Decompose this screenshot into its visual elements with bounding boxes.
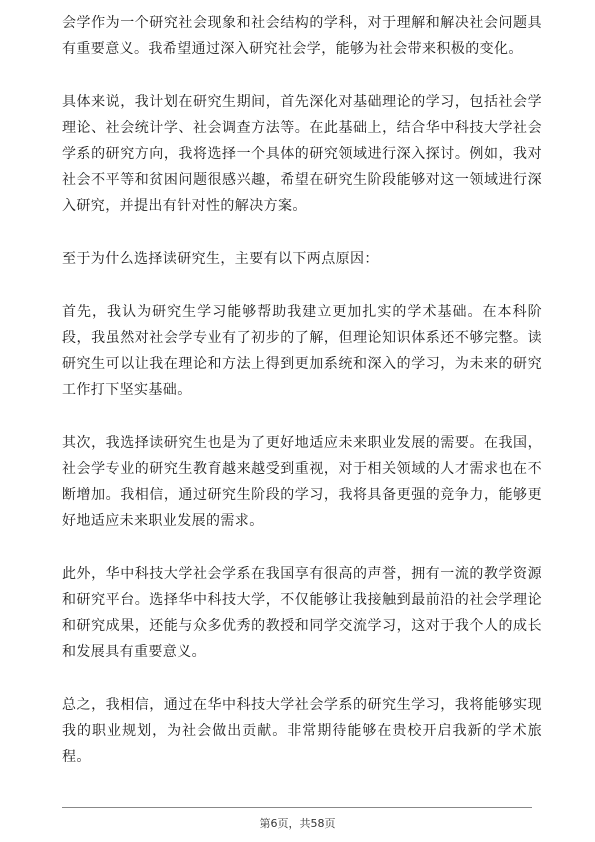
- paragraph-3: 至于为什么选择读研究生，主要有以下两点原因：: [62, 251, 379, 267]
- paragraph-4: 首先，我认为研究生学习能够帮助我建立更加扎实的学术基础。在本科阶段，我虽然对社会学专业有了初步的了解，但理论知识体系还不够完整。读研究生可以让我在理论和方法上得到更加系统和深入的学习，为未来的研究工作打下坚实基础。: [62, 304, 542, 398]
- page-number: 第6页，共58页: [259, 817, 336, 830]
- paragraph-7: 总之，我相信，通过在华中科技大学社会学系的研究生学习，我将能够实现我的职业规划，为社会做出贡献。非常期待能够在贵校开启我新的学术旅程。: [62, 697, 542, 765]
- paragraph-2: 具体来说，我计划在研究生期间，首先深化对基础理论的学习，包括社会学理论、社会统计学、社会调查方法等。在此基础上，结合华中科技大学社会学系的研究方向，我将选择一个具体的研究领域进行深入探讨。例如，我对社会不平等和贫困问题很感兴趣，希望在研究生阶段能够对这一领域进行深入研究，并提出有针对性的解决方案。: [62, 94, 542, 214]
- paragraph-6: 此外，华中科技大学社会学系在我国享有很高的声誉，拥有一流的教学资源和研究平台。选择华中科技大学，不仅能够让我接触到最前沿的社会学理论和研究成果，还能与众多优秀的教授和同学交流学习，这对于我个人的成长和发展具有重要意义。: [62, 566, 542, 660]
- footer-divider: [62, 807, 532, 808]
- paragraph-5: 其次，我选择读研究生也是为了更好地适应未来职业发展的需要。在我国，社会学专业的研究生教育越来越受到重视，对于相关领域的人才需求也在不断增加。我相信，通过研究生阶段的学习，我将具备更强的竞争力，能够更好地适应未来职业发展的需求。: [62, 435, 542, 529]
- body-text: [62, 10, 542, 770]
- paragraph-1: 会学作为一个研究社会现象和社会结构的学科，对于理解和解决社会问题具有重要意义。我希望通过深入研究社会学，能够为社会带来积极的变化。: [62, 15, 542, 57]
